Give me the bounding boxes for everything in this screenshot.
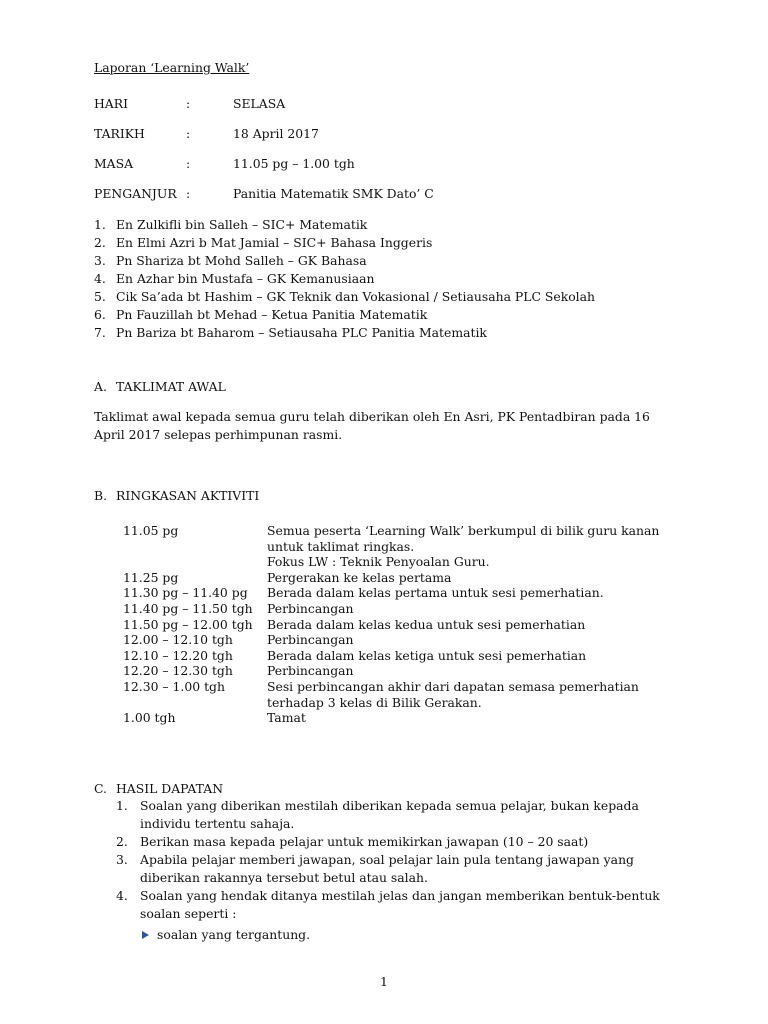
- arrow-bullet-icon: [142, 931, 149, 939]
- schedule-activity: Sesi perbincangan akhir dari dapatan semasa pemerhatian: [267, 678, 639, 694]
- schedule-time: 12.00 – 12.10 tgh: [123, 632, 233, 648]
- list-number: 3.: [94, 253, 106, 268]
- list-text: Pn Shariza bt Mohd Salleh – GK Bahasa: [116, 253, 367, 268]
- list-text: En Azhar bin Mustafa – GK Kemanusiaan: [116, 271, 375, 286]
- schedule-activity: Semua peserta ‘Learning Walk’ berkumpul di bilik guru kanan: [267, 523, 660, 538]
- meta-value: SELASA: [233, 96, 286, 111]
- meta-value: 18 April 2017: [233, 126, 319, 141]
- section-a-body: Taklimat awal kepada semua guru telah diberikan oleh En Asri, PK Pentadbiran pada 16 April 2017 selepas perhimpunan rasmi.: [94, 409, 650, 442]
- list-number: 1.: [94, 217, 106, 232]
- list-text: Soalan yang diberikan mestilah diberikan kepada semua pelajar, bukan kepada individu tertentu sahaja.: [140, 798, 639, 831]
- schedule-activity: terhadap 3 kelas di Bilik Gerakan.: [267, 694, 482, 710]
- list-number: 4.: [94, 271, 106, 286]
- list-number: 4.: [116, 888, 128, 903]
- list-number: 2.: [116, 834, 128, 849]
- list-text: Pn Bariza bt Baharom – Setiausaha PLC Panitia Matematik: [116, 325, 487, 340]
- meta-colon: :: [186, 156, 191, 171]
- schedule-activity: Perbincangan: [267, 632, 354, 648]
- list-number: 6.: [94, 307, 106, 322]
- list-text: En Zulkifli bin Salleh – SIC+ Matematik: [116, 217, 368, 232]
- schedule-activity: Tamat: [267, 710, 306, 726]
- sub-bullet-item: [142, 926, 310, 944]
- schedule-activity: Fokus LW : Teknik Penyoalan Guru.: [267, 554, 490, 570]
- list-text: Pn Fauzillah bt Mehad – Ketua Panitia Matematik: [116, 307, 428, 322]
- schedule-time: 11.25 pg: [123, 569, 179, 585]
- list-text: Soalan yang hendak ditanya mestilah jelas dan jangan memberikan bentuk-bentuk soalan seperti :: [140, 888, 660, 921]
- list-number: 3.: [116, 852, 128, 867]
- meta-colon: :: [186, 96, 191, 111]
- schedule-time: 11.30 pg – 11.40 pg: [123, 585, 248, 601]
- section-title: RINGKASAN AKTIVITI: [116, 488, 260, 503]
- section-title: HASIL DAPATAN: [116, 781, 224, 796]
- schedule-time: 11.50 pg – 12.00 tgh: [123, 616, 253, 632]
- schedule-time: 12.30 – 1.00 tgh: [123, 678, 225, 694]
- schedule-activity: Berada dalam kelas pertama untuk sesi pemerhatian.: [267, 585, 604, 601]
- schedule-activity: Perbincangan: [267, 663, 354, 679]
- bullet-text: soalan yang tergantung.: [157, 927, 311, 942]
- section-letter: A.: [94, 379, 107, 394]
- meta-key: HARI: [94, 96, 128, 111]
- schedule-time: 12.20 – 12.30 tgh: [123, 663, 233, 679]
- list-item: [116, 797, 676, 833]
- meta-key: PENGANJUR: [94, 186, 177, 201]
- section-letter: C.: [94, 781, 107, 796]
- meta-colon: :: [186, 126, 191, 141]
- schedule-activity: Berada dalam kelas ketiga untuk sesi pemerhatian: [267, 647, 587, 663]
- section-title: TAKLIMAT AWAL: [116, 379, 226, 394]
- list-number: 1.: [116, 798, 128, 813]
- meta-value: Panitia Matematik SMK Dato’ C: [233, 186, 434, 201]
- schedule-time: 11.05 pg: [123, 523, 179, 538]
- list-item: [116, 887, 676, 923]
- report-title: Laporan ‘Learning Walk’: [94, 60, 250, 75]
- list-text: Apabila pelajar memberi jawapan, soal pelajar lain pula tentang jawapan yang diberikan rakannya tersebut betul atau salah.: [140, 852, 634, 885]
- schedule-time: 12.10 – 12.20 tgh: [123, 647, 233, 663]
- schedule-activity: Pergerakan ke kelas pertama: [267, 569, 452, 585]
- list-number: 5.: [94, 289, 106, 304]
- list-item: [116, 833, 676, 851]
- list-item: [116, 851, 676, 887]
- meta-key: MASA: [94, 156, 134, 171]
- list-text: Berikan masa kepada pelajar untuk memikirkan jawapan (10 – 20 saat): [140, 834, 589, 849]
- list-number: 7.: [94, 325, 106, 340]
- list-number: 2.: [94, 235, 106, 250]
- list-text: Cik Sa’ada bt Hashim – GK Teknik dan Vokasional / Setiausaha PLC Sekolah: [116, 289, 595, 304]
- schedule-activity: untuk taklimat ringkas.: [267, 538, 415, 554]
- schedule-activity: Perbincangan: [267, 600, 354, 616]
- schedule-time: 11.40 pg – 11.50 tgh: [123, 600, 253, 616]
- results-list: [116, 797, 676, 923]
- schedule-time: 1.00 tgh: [123, 710, 176, 726]
- page-number: 1: [380, 974, 388, 989]
- section-letter: B.: [94, 488, 108, 503]
- meta-value: 11.05 pg – 1.00 tgh: [233, 156, 355, 171]
- list-text: En Elmi Azri b Mat Jamial – SIC+ Bahasa Inggeris: [116, 235, 433, 250]
- schedule-activity: Berada dalam kelas kedua untuk sesi pemerhatian: [267, 616, 586, 632]
- meta-key: TARIKH: [94, 126, 145, 141]
- meta-colon: :: [186, 186, 191, 201]
